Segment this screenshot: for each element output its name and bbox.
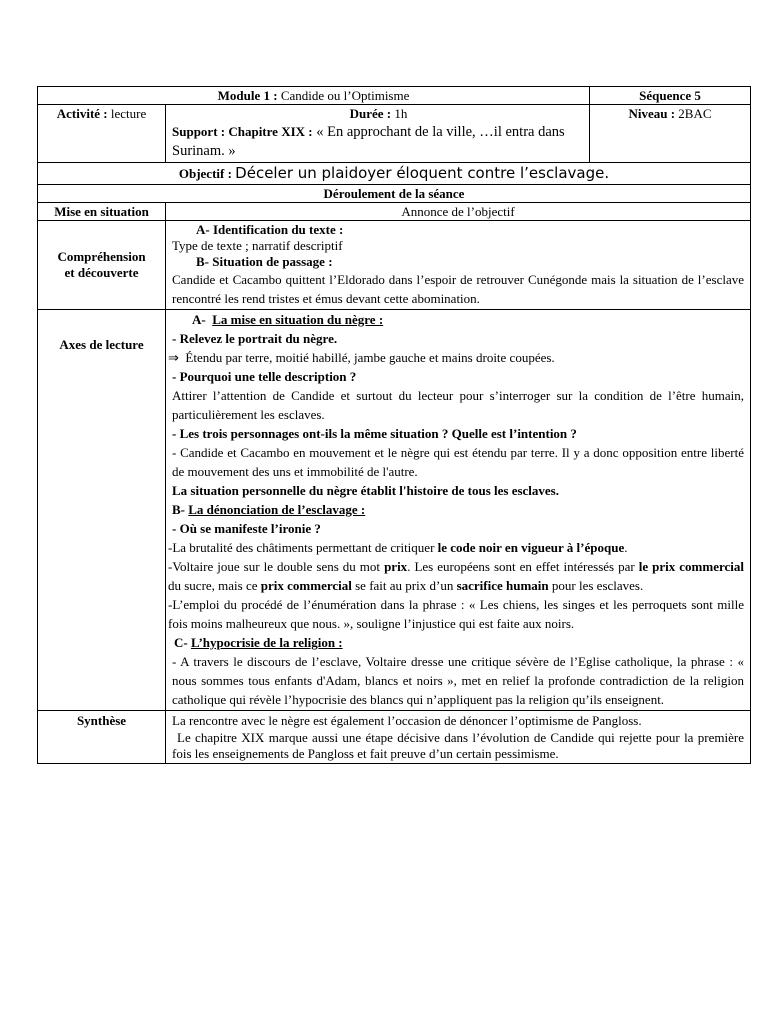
synthese-label: Synthèse (38, 711, 166, 764)
axes-label: Axes de lecture (38, 310, 166, 711)
question-irony: - Où se manifeste l’ironie ? (172, 521, 321, 536)
duration-label: Durée : (349, 106, 392, 121)
irony-point-2-text-d: se fait au prix d’un (351, 578, 457, 593)
deroulement-heading: Déroulement de la séance (38, 185, 751, 203)
section-b-heading (168, 500, 744, 519)
objective-value: Déceler un plaidoyer éloquent contre l’esclavage. (235, 164, 610, 182)
comprehension-label-line-2: et découverte (64, 265, 139, 280)
duration-value: 1h (394, 106, 408, 121)
synthese-line-2: Le chapitre XIX marque aussi une étape décisive dans l’évolution de Candide qui rejette pour la première fois les enseignements de Pangloss et fait preuve d’un certain pessimisme. (172, 730, 744, 761)
comprehension-content (166, 221, 751, 310)
support-line (172, 122, 585, 161)
section-a-prefix: A- (192, 312, 206, 327)
objective-cell (38, 163, 751, 185)
activity-cell (38, 105, 166, 163)
answer-portrait-text: Étendu par terre, moitié habillé, jambe gauche et mains droite coupées. (185, 350, 555, 365)
irony-point-1-bold: le code noir en vigueur à l’époque (437, 540, 625, 555)
support-value: « En approchant de la ville, …il entra dans Surinam. » (172, 124, 565, 159)
support-label: Support : Chapitre XIX : (172, 124, 313, 139)
sequence-cell: Séquence 5 (590, 87, 751, 105)
objective-label: Objectif : (178, 166, 232, 181)
question-description: - Pourquoi une telle description ? (172, 369, 357, 384)
comprehension-label (38, 221, 166, 310)
level-value: 2BAC (678, 106, 712, 121)
answer-portrait (168, 348, 744, 367)
irony-point-1-end: . (624, 540, 628, 555)
synthese-line-1: La rencontre avec le nègre est également l’occasion de dénoncer l’optimisme de Pangloss. (172, 713, 642, 728)
irony-point-2-text-b: . Les européens sont en effet intéressés par (407, 559, 639, 574)
synthese-content (166, 711, 751, 764)
activity-value: lecture (110, 106, 147, 121)
question-characters: - Les trois personnages ont-ils la même situation ? Quelle est l’intention ? (172, 426, 577, 441)
activity-label: Activité : (56, 106, 108, 121)
irony-point-2-text-a: -Voltaire joue sur le double sens du mot (168, 559, 385, 574)
section-c-heading (168, 633, 744, 652)
irony-point-2-bold-b: le prix commercial (638, 559, 744, 574)
module-label: Module 1 : (217, 88, 278, 103)
section-a-title: La mise en situation du nègre : (212, 312, 384, 327)
irony-point-2-bold-d: sacrifice humain (456, 578, 549, 593)
deroulement-row (38, 185, 751, 203)
irony-point-2-text-c: du sucre, mais ce (168, 578, 261, 593)
lesson-table (37, 86, 751, 764)
passage-text: Candide et Cacambo quittent l’Eldorado dans l’espoir de retrouver Cunégonde mais la situation de l’esclave rencontré les rend tristes et émus devant cette abomination. (172, 272, 744, 306)
level-cell (590, 105, 751, 163)
section-c-prefix: C- (174, 635, 188, 650)
comprehension-row (38, 221, 751, 310)
module-value: Candide ou l’Optimisme (280, 88, 410, 103)
question-portrait: - Relevez le portrait du nègre. (172, 331, 338, 346)
irony-point-2-text-e: pour les esclaves. (548, 578, 644, 593)
irony-point-3: -L’emploi du procédé de l’énumération dans la phrase : « Les chiens, les singes et les perroquets sont mille fois moins malheureux que nous. », souligne l’injustice qui est faite aux noirs. (168, 597, 744, 631)
answer-characters-conclusion: La situation personnelle du nègre établit l'histoire de tous les esclaves. (172, 483, 559, 498)
synthese-row (38, 711, 751, 764)
mise-en-situation-label: Mise en situation (38, 203, 166, 221)
section-b-prefix: B- (172, 502, 185, 517)
mise-en-situation-content: Annonce de l’objectif (166, 203, 751, 221)
answer-characters: - Candide et Cacambo en mouvement et le nègre qui est étendu par terre. Il y a donc opposition entre liberté de mouvement des uns et immobilité de l'autre. (172, 445, 744, 479)
header-row-activity (38, 105, 751, 163)
module-cell (38, 87, 590, 105)
section-b-title: La dénonciation de l’esclavage : (188, 502, 366, 517)
answer-description: Attirer l’attention de Candide et surtout du lecteur pour s’interroger sur la condition de l’être humain, particulièrement les esclaves. (172, 388, 744, 422)
header-row-module (38, 87, 751, 105)
irony-point-2-bold-a: prix (384, 559, 408, 574)
mise-en-situation-row (38, 203, 751, 221)
duration-line (172, 106, 585, 122)
irony-point-2-bold-c: prix commercial (260, 578, 352, 593)
irony-point-1-text: -La brutalité des châtiments permettant de critiquer (168, 540, 438, 555)
arrow-icon: ⇒ (168, 350, 179, 365)
duration-support-cell (166, 105, 590, 163)
comprehension-label-line-1: Compréhension (57, 249, 146, 264)
irony-point-1 (168, 538, 744, 557)
section-c-title: L’hypocrisie de la religion : (190, 635, 343, 650)
identification-heading: A- Identification du texte : (196, 222, 344, 237)
section-a-heading (168, 310, 744, 329)
objective-row (38, 163, 751, 185)
passage-heading: B- Situation de passage : (196, 254, 333, 269)
axes-row (38, 310, 751, 711)
text-type: Type de texte ; narratif descriptif (172, 238, 343, 253)
religion-paragraph: - A travers le discours de l’esclave, Voltaire dresse une critique sévère de l’Eglise catholique, la phrase : « nous sommes tous enfants d'Adam, blancs et noirs », met en relief la profonde contradiction de la religion catholique qui révèle l’hypocrisie des blancs qui n’appliquent pas la religion qu’ils enseignent. (172, 654, 744, 707)
level-label: Niveau : (628, 106, 676, 121)
axes-content (166, 310, 751, 711)
irony-point-2 (168, 557, 744, 595)
